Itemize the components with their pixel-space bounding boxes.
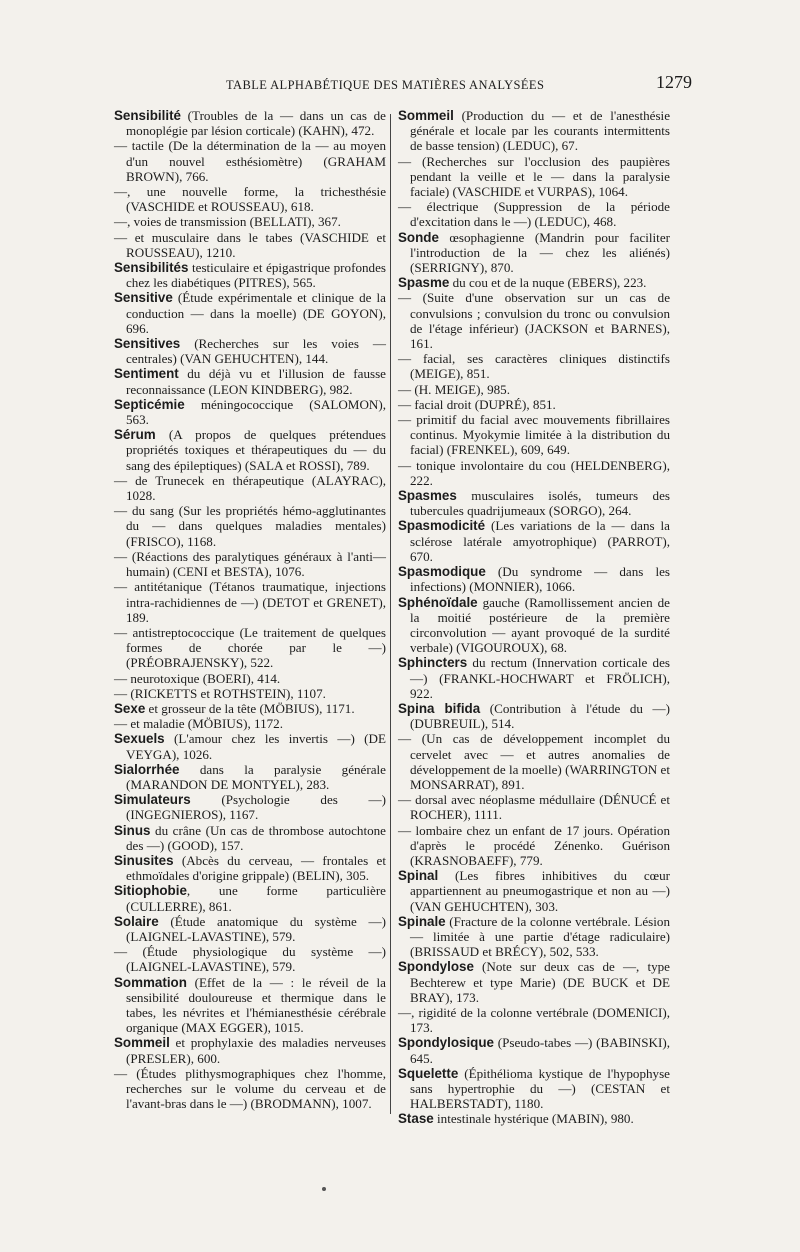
index-entry [398, 564, 670, 594]
index-entry [398, 230, 670, 276]
index-entry [114, 366, 386, 396]
index-entry-text: (Contribution à l'étude du —) (DUBREUIL), 514. [410, 700, 670, 732]
index-term: Spinale [398, 913, 446, 929]
running-title: TABLE ALPHABÉTIQUE DES MATIÈRES ANALYSÉES [226, 78, 545, 92]
index-entry [114, 214, 386, 229]
index-term: Sphincters [398, 655, 468, 671]
index-entry [398, 351, 670, 381]
index-term: Spasmes [398, 488, 457, 504]
index-entry-text: — et musculaire dans le tabes (VASCHIDE et ROUSSEAU), 1210. [114, 229, 386, 260]
index-entry-text: — facial droit (DUPRÉ), 851. [398, 396, 556, 412]
index-entry [114, 473, 386, 503]
index-entry-text: — (Étude physiologique du système —) (LAIGNEL-LAVASTINE), 579. [114, 944, 386, 975]
index-entry-text: — (Un cas de développement incomplet du cervelet avec — et autres anomalies de développement de la moelle) (WARRINGTON et MONSARRAT), 891. [398, 731, 670, 792]
index-entry-text: — antitétanique (Tétanos traumatique, injections intra-rachidiennes de —) (DETOT et GRENET), 189. [114, 579, 386, 625]
index-entry [114, 336, 386, 366]
index-entry [398, 823, 670, 869]
index-entry [114, 260, 386, 290]
index-entry-text: (Épithélioma kystique de l'hypophyse sans hypertrophie du —) (CESTAN et HALBERSTADT), 1180. [410, 1065, 670, 1112]
index-entry-text: du rectum (Innervation corticale des —) (FRANKL-HOCHWART et FRÖLICH), 922. [410, 655, 670, 701]
index-entry-text: —, une nouvelle forme, la trichesthésie (VASCHIDE et ROUSSEAU), 618. [114, 184, 386, 215]
index-term: Spasmodique [398, 564, 486, 580]
index-entry [114, 731, 386, 761]
index-entry [114, 975, 386, 1036]
index-entry-text: — dorsal avec néoplasme médullaire (DÉNUCÉ et ROCHER), 1111. [398, 792, 670, 823]
index-entry [398, 1066, 670, 1112]
index-entry [114, 549, 386, 579]
index-entry-text: (Fracture de la colonne vertébrale. Lésion — limitée à une partie d'étage radiculaire) (BRISSAUD et BRÉCY), 502, 533. [410, 913, 670, 960]
index-term: Simulateurs [114, 792, 191, 808]
index-term: Sensibilités [114, 260, 189, 276]
index-term: Sialorrhée [114, 761, 180, 777]
index-entry-text: — (H. MEIGE), 985. [398, 381, 511, 397]
index-entry-text: du déjà vu et l'illusion de fausse reconnaissance (LEON KINDBERG), 982. [126, 366, 386, 397]
index-entry [114, 230, 386, 260]
index-column-right [398, 108, 670, 1127]
index-entry-text: (A propos de quelques prétendues propriétés toxiques et thérapeutiques du — du sang des épileptiques) (SALA et ROSSI), 789. [126, 427, 386, 473]
index-term: Sitiophobie [114, 883, 187, 899]
index-entry [398, 655, 670, 701]
index-term: Sommation [114, 974, 187, 990]
index-term: Spina bifida [398, 700, 481, 716]
index-entry-text: (Effet de la — : le réveil de la sensibilité douloureuse et thermique dans le tabes, les névrites et l'hémianesthésie cérébrale organique (MAX EGGER), 1015. [126, 974, 386, 1036]
index-entry-text: — et maladie (MÖBIUS), 1172. [114, 716, 283, 732]
index-entry-text: — tactile (De la détermination de la — au moyen d'un nouvel esthésiomètre) (GRAHAM BROWN), 766. [114, 138, 386, 184]
index-entry [398, 1005, 670, 1035]
index-entry-text: (Note sur deux cas de —, type Bechterew et type Marie) (DE BUCK et DE BRAY), 173. [410, 959, 670, 1005]
index-entry-text: (Les fibres inhibitives du cœur appartiennent au pneumogastrique et non au —) (VAN GEHUCHTEN), 303. [410, 868, 670, 914]
index-entry [114, 108, 386, 138]
index-entry [398, 959, 670, 1005]
index-term: Sentiment [114, 366, 179, 382]
index-term: Spasmodicité [398, 518, 486, 534]
index-term: Sonde [398, 229, 439, 245]
index-entry [398, 488, 670, 518]
index-term: Sinus [114, 822, 151, 838]
index-term: Spinal [398, 868, 439, 884]
index-term: Septicémie [114, 396, 185, 412]
index-entry-text: intestinale hystérique (MABIN), 980. [433, 1111, 634, 1127]
index-entry [398, 108, 670, 154]
index-entry-text: et grosseur de la tête (MÖBIUS), 1171. [145, 700, 355, 716]
index-entry [398, 701, 670, 731]
index-entry [114, 792, 386, 822]
index-entry-text: — (Réactions des paralytiques généraux à l'anti— humain) (CENI et BESTA), 1076. [114, 548, 386, 580]
index-entry-text: (Troubles de la — dans un cas de monoplégie par lésion corticale) (KAHN), 472. [126, 108, 386, 139]
index-entry-text: (Étude expérimentale et clinique de la conduction — dans la moelle) (DE GOYON), 696. [126, 290, 386, 336]
index-entry-text: musculaires isolés, tumeurs des tubercules quadrijumeaux (SORGO), 264. [410, 488, 670, 519]
index-entry [114, 716, 386, 731]
index-entry [114, 138, 386, 184]
index-entry [398, 792, 670, 822]
index-entry [114, 503, 386, 549]
index-entry [114, 823, 386, 853]
index-entry-text: — neurotoxique (BOERI), 414. [114, 670, 281, 686]
index-entry-text: — facial, ses caractères cliniques distinctifs (MEIGE), 851. [398, 351, 670, 382]
index-entry-text: — lombaire chez un enfant de 17 jours. Opération d'après le procédé Zénenko. Guérison (KRASNOBAEFF), 779. [398, 822, 670, 868]
index-term: Spondylosique [398, 1035, 494, 1051]
index-entry-text: — antistreptococcique (Le traitement de quelques formes de chorée par le —) (PRÉOBRAJENSKY), 522. [114, 624, 386, 671]
index-term: Spondylose [398, 959, 474, 975]
index-entry [398, 1035, 670, 1065]
index-entry-text: — (RICKETTS et ROTHSTEIN), 1107. [114, 685, 326, 701]
index-entry-text: (Production du — et de l'anesthésie générale et locale par les courants intermittents de basse tension) (LEDUC), 67. [410, 108, 670, 154]
index-entry-text: , une forme particulière (CULLERRE), 861. [126, 883, 386, 914]
index-entry-text: (Abcès du cerveau, — frontales et ethmoïdales d'origine grippale) (BELIN), 305. [126, 852, 386, 884]
index-entry [398, 1111, 670, 1126]
index-term: Sphénoïdale [398, 594, 478, 610]
index-entry [398, 290, 670, 351]
index-entry [114, 397, 386, 427]
index-column-left [114, 108, 386, 1111]
index-term: Sexuels [114, 731, 165, 747]
index-entry-text: du crâne (Un cas de thrombose autochtone des —) (GOOD), 157. [126, 822, 386, 853]
index-entry [114, 427, 386, 473]
index-entry [114, 883, 386, 913]
index-entry [114, 853, 386, 883]
index-term: Sérum [114, 427, 156, 443]
index-entry [398, 914, 670, 960]
index-entry-text: (Psychologie des —) (INGEGNIEROS), 1167. [126, 792, 386, 823]
index-entry-text: (Étude anatomique du système —) (LAIGNEL-LAVASTINE), 579. [126, 913, 386, 944]
index-entry [398, 868, 670, 914]
index-entry [114, 579, 386, 625]
index-term: Spasme [398, 275, 450, 291]
index-entry-text: gauche (Ramollissement ancien de la moitié postérieure de la première circonvolution — ayant provoqué de la surdité verbale) (VIGOUROUX), 68. [410, 594, 670, 656]
index-entry [398, 275, 670, 290]
index-term: Stase [398, 1111, 434, 1127]
index-entry-text: — de Trunecek en thérapeutique (ALAYRAC), 1028. [114, 472, 386, 504]
index-entry [398, 458, 670, 488]
index-entry-text: œsophagienne (Mandrin pour faciliter l'introduction de la — chez les aliénés) (SERRIGNY), 870. [410, 229, 670, 276]
index-term: Sensibilité [114, 108, 181, 123]
index-entry [398, 397, 670, 412]
index-entry-text: — primitif du facial avec mouvements fibrillaires continus. Myokymie limitée à la distribution du facial) (FRENKEL), 609, 649. [398, 412, 670, 458]
index-entry-text: dans la paralysie générale (MARANDON DE MONTYEL), 283. [126, 761, 386, 792]
column-divider [390, 114, 391, 1114]
index-entry-text: (Les variations de la — dans la sclérose latérale amyotrophique) (PARROT), 670. [410, 518, 670, 564]
index-entry-text: — (Recherches sur l'occlusion des paupières pendant la veille et le — dans la paralysie faciale) (VASCHIDE et VURPAS), 1064. [398, 153, 670, 200]
printer-mark [322, 1187, 326, 1191]
index-entry [114, 686, 386, 701]
index-term: Sinusites [114, 852, 174, 868]
index-entry-text: (Du syndrome — dans les infections) (MONNIER), 1066. [410, 564, 670, 595]
index-entry [114, 944, 386, 974]
index-entry [398, 412, 670, 458]
index-entry-text: (Pseudo-tabes —) (BABINSKI), 645. [410, 1035, 670, 1066]
index-entry [114, 625, 386, 671]
index-entry [398, 595, 670, 656]
index-entry [114, 914, 386, 944]
page-header [108, 72, 692, 96]
index-term: Solaire [114, 913, 159, 929]
index-entry-text: du cou et de la nuque (EBERS), 223. [449, 275, 647, 291]
index-term: Sensitive [114, 290, 173, 306]
index-entry-text: — tonique involontaire du cou (HELDENBERG), 222. [398, 457, 670, 488]
index-entry-text: méningococcique (SALOMON), 563. [126, 396, 386, 428]
page-number: 1279 [656, 72, 692, 92]
index-entry [114, 1066, 386, 1112]
index-entry-text: —, voies de transmission (BELLATI), 367. [114, 214, 341, 230]
index-entry-text: (Recherches sur les voies — centrales) (VAN GEHUCHTEN), 144. [126, 336, 386, 367]
index-entry [114, 1035, 386, 1065]
index-entry [398, 199, 670, 229]
index-entry-text: (L'amour chez les invertis —) (DE VEYGA), 1026. [126, 731, 386, 762]
index-entry [398, 154, 670, 200]
index-entry [114, 671, 386, 686]
index-entry-text: —, rigidité de la colonne vertébrale (DOMENICI), 173. [398, 1004, 670, 1036]
index-entry-text: — (Suite d'une observation sur un cas de convulsions ; convulsion du tronc ou convulsion de l'étage inférieur) (JACKSON et BARNES), 161. [398, 290, 670, 352]
index-term: Sommeil [398, 108, 454, 123]
index-entry [114, 184, 386, 214]
index-entry [114, 290, 386, 336]
index-entry [114, 701, 386, 716]
index-entry [398, 382, 670, 397]
index-entry-text: et prophylaxie des maladies nerveuses (PRESLER), 600. [126, 1035, 386, 1066]
index-term: Squelette [398, 1065, 459, 1081]
index-entry-text: — (Études plithysmographiques chez l'homme, recherches sur le volume du cerveau et de l'avant-bras dans le —) (BRODMANN), 1007. [114, 1065, 386, 1112]
index-entry-text: — du sang (Sur les propriétés hémo-agglutinantes du — dans quelques maladies mentales) (FRISCO), 1168. [114, 503, 386, 549]
index-entry [114, 762, 386, 792]
index-term: Sexe [114, 700, 146, 716]
index-entry-text: testiculaire et épigastrique profondes chez les diabétiques (PITRES), 565. [126, 260, 386, 291]
index-term: Sommeil [114, 1035, 170, 1051]
index-entry [398, 731, 670, 792]
index-entry-text: — électrique (Suppression de la période d'excitation dans le —) (LEDUC), 468. [398, 199, 670, 230]
index-entry [398, 518, 670, 564]
index-term: Sensitives [114, 336, 181, 352]
